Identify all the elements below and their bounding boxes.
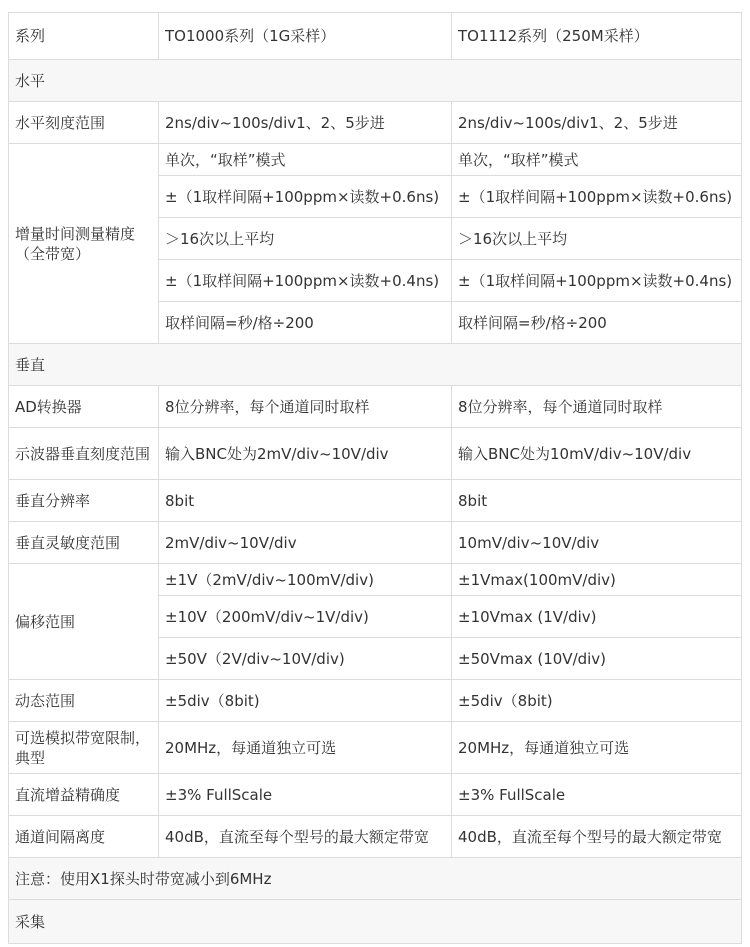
row-vertical-scale xyxy=(9,428,742,480)
row-label: 动态范围 xyxy=(9,680,159,722)
cell-to1112: 10mV/div~10V/div xyxy=(452,522,742,564)
section-vertical: 垂直 xyxy=(9,344,742,386)
cell-to1112: ±（1取样间隔+100ppm×读数+0.6ns) xyxy=(452,176,742,218)
row-vertical-resolution xyxy=(9,480,742,522)
cell-to1000: 2mV/div~10V/div xyxy=(159,522,452,564)
section-row-acquisition xyxy=(9,900,742,944)
header-to1112: TO1112系列（250M采样） xyxy=(452,13,742,60)
row-note xyxy=(9,858,742,900)
row-label-offset: 偏移范围 xyxy=(9,564,159,680)
cell-to1000: 单次，“取样”模式 xyxy=(159,144,452,176)
cell-to1112: 单次，“取样”模式 xyxy=(452,144,742,176)
cell-to1000: ±（1取样间隔+100ppm×读数+0.6ns) xyxy=(159,176,452,218)
cell-to1000: ±3% FullScale xyxy=(159,774,452,816)
row-dynamic-range xyxy=(9,680,742,722)
cell-to1000: ＞16次以上平均 xyxy=(159,218,452,260)
cell-to1112: ±3% FullScale xyxy=(452,774,742,816)
section-acquisition: 采集 xyxy=(9,900,742,944)
cell-to1000: ±10V（200mV/div~1V/div) xyxy=(159,596,452,638)
row-dc-gain xyxy=(9,774,742,816)
row-label: 直流增益精确度 xyxy=(9,774,159,816)
cell-to1000: 2ns/div~100s/div1、2、5步进 xyxy=(159,102,452,144)
cell-to1112: 取样间隔=秒/格÷200 xyxy=(452,302,742,344)
header-row xyxy=(9,13,742,60)
cell-to1000: ±50V（2V/div~10V/div) xyxy=(159,638,452,680)
cell-to1000: ±5div（8bit) xyxy=(159,680,452,722)
row-horizontal-scale xyxy=(9,102,742,144)
section-horizontal: 水平 xyxy=(9,60,742,102)
cell-to1000: 8位分辨率，每个通道同时取样 xyxy=(159,386,452,428)
header-to1000: TO1000系列（1G采样） xyxy=(159,13,452,60)
cell-to1112: ±50Vmax (10V/div) xyxy=(452,638,742,680)
cell-to1112: 8位分辨率，每个通道同时取样 xyxy=(452,386,742,428)
section-row-horizontal xyxy=(9,60,742,102)
note: 注意：使用X1探头时带宽减小到6MHz xyxy=(9,858,742,900)
cell-to1112: ±1Vmax(100mV/div) xyxy=(452,564,742,596)
row-label: 通道间隔离度 xyxy=(9,816,159,858)
cell-to1112: ±5div（8bit) xyxy=(452,680,742,722)
cell-to1000: 40dB，直流至每个型号的最大额定带宽 xyxy=(159,816,452,858)
cell-to1000: 输入BNC处为2mV/div~10V/div xyxy=(159,428,452,480)
row-label: 垂直分辨率 xyxy=(9,480,159,522)
cell-to1000: ±（1取样间隔+100ppm×读数+0.4ns) xyxy=(159,260,452,302)
row-label: 水平刻度范围 xyxy=(9,102,159,144)
row-label: 示波器垂直刻度范围 xyxy=(9,428,159,480)
row-accuracy-1 xyxy=(9,144,742,176)
cell-to1000: 8bit xyxy=(159,480,452,522)
cell-to1112: 20MHz，每通道独立可选 xyxy=(452,722,742,774)
row-ad-converter xyxy=(9,386,742,428)
header-series: 系列 xyxy=(9,13,159,60)
spec-table xyxy=(8,12,742,944)
cell-to1112: ±10Vmax (1V/div) xyxy=(452,596,742,638)
cell-to1000: 取样间隔=秒/格÷200 xyxy=(159,302,452,344)
section-row-vertical xyxy=(9,344,742,386)
cell-to1112: 8bit xyxy=(452,480,742,522)
cell-to1112: ＞16次以上平均 xyxy=(452,218,742,260)
cell-to1112: 40dB，直流至每个型号的最大额定带宽 xyxy=(452,816,742,858)
row-bandwidth-limit xyxy=(9,722,742,774)
row-channel-isolation xyxy=(9,816,742,858)
row-label: AD转换器 xyxy=(9,386,159,428)
cell-to1112: 输入BNC处为10mV/div~10V/div xyxy=(452,428,742,480)
cell-to1112: ±（1取样间隔+100ppm×读数+0.4ns) xyxy=(452,260,742,302)
cell-to1112: 2ns/div~100s/div1、2、5步进 xyxy=(452,102,742,144)
row-label: 垂直灵敏度范围 xyxy=(9,522,159,564)
row-label-accuracy: 增量时间测量精度（全带宽） xyxy=(9,144,159,344)
cell-to1000: ±1V（2mV/div~100mV/div) xyxy=(159,564,452,596)
row-label: 可选模拟带宽限制，典型 xyxy=(9,722,159,774)
row-vertical-sensitivity xyxy=(9,522,742,564)
cell-to1000: 20MHz，每通道独立可选 xyxy=(159,722,452,774)
row-offset-1 xyxy=(9,564,742,596)
